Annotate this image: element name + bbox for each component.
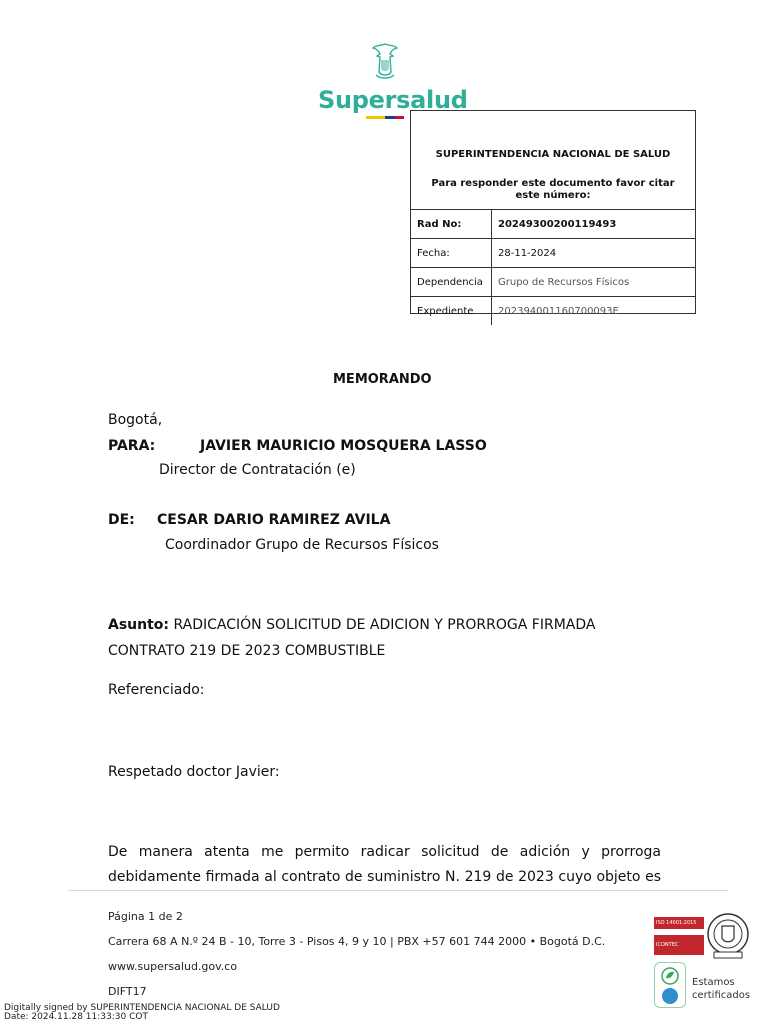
table-row (411, 297, 695, 326)
digital-signature-line-2: Date: 2024.11.28 11:33:30 COT (4, 1012, 148, 1022)
icontec-cert-text: ICONTEC (656, 942, 679, 948)
digital-signature-line-1: Digitally signed by SUPERINTENDENCIA NACIONAL DE SALUD (4, 1003, 280, 1013)
expediente-label: Expediente (411, 297, 492, 326)
globe-icon (659, 987, 681, 1005)
de-role: Coordinador Grupo de Recursos Físicos (165, 537, 439, 553)
footer-divider (68, 890, 728, 891)
fecha-label: Fecha: (411, 239, 492, 268)
fecha-value: 28-11-2024 (492, 239, 696, 268)
flag-stripe (366, 116, 404, 119)
certified-label: Estamos certificados (692, 977, 751, 1001)
de-name: CESAR DARIO RAMIREZ AVILA (157, 512, 391, 528)
radicado-subtitle: Para responder este documento favor citar este número: (431, 178, 675, 201)
footer-website[interactable]: www.supersalud.gov.co (108, 960, 238, 973)
asunto-label: Asunto: (108, 617, 170, 633)
green-cert-badge (654, 962, 686, 1008)
leaf-icon (661, 967, 679, 985)
rad-no-label: Rad No: (411, 210, 492, 239)
dependencia-value: Grupo de Recursos Físicos (492, 268, 696, 297)
asunto-text-1: RADICACIÓN SOLICITUD DE ADICION Y PRORROGA FIRMADA (169, 617, 596, 633)
expediente-value: 202394001160700093E (492, 297, 696, 326)
page-number: Página 1 de 2 (108, 910, 183, 923)
para-label: PARA: (108, 438, 156, 454)
referenciado: Referenciado: (108, 682, 205, 698)
iso-cert-text: ISO 14001:2015 (656, 920, 697, 926)
salutation: Respetado doctor Javier: (108, 764, 280, 780)
footer-code: DIFT17 (108, 985, 147, 998)
certification-seal-icon (706, 912, 750, 960)
radicado-box (410, 110, 696, 317)
memo-city: Bogotá, (108, 412, 163, 428)
memo-heading: MEMORANDO (333, 372, 432, 387)
asunto-text-2: CONTRATO 219 DE 2023 COMBUSTIBLE (108, 643, 386, 659)
table-row (411, 268, 695, 297)
de-label: DE: (108, 512, 135, 528)
para-role: Director de Contratación (e) (159, 462, 356, 478)
body-line-1: De manera atenta me permito radicar solicitud de adición y prorroga (108, 844, 661, 860)
dependencia-label: Dependencia (411, 268, 492, 297)
icontec-cert-badge (654, 935, 704, 955)
radicado-title: SUPERINTENDENCIA NACIONAL DE SALUD (435, 149, 671, 160)
radicado-table (411, 209, 695, 325)
logo-wordmark: Supersalud (318, 86, 468, 114)
iso-cert-badge (654, 917, 704, 929)
asunto-line-1 (108, 617, 595, 633)
body-line-2: debidamente firmada al contrato de suministro N. 219 de 2023 cuyo objeto es (108, 869, 661, 885)
coat-of-arms-icon (368, 42, 402, 82)
rad-no-value: 20249300200119493 (492, 210, 696, 239)
para-name: JAVIER MAURICIO MOSQUERA LASSO (200, 438, 487, 454)
table-row (411, 239, 695, 268)
table-row (411, 210, 695, 239)
footer-address: Carrera 68 A N.º 24 B - 10, Torre 3 - Pisos 4, 9 y 10 | PBX +57 601 744 2000 • Bogotá D.C. (108, 935, 606, 948)
